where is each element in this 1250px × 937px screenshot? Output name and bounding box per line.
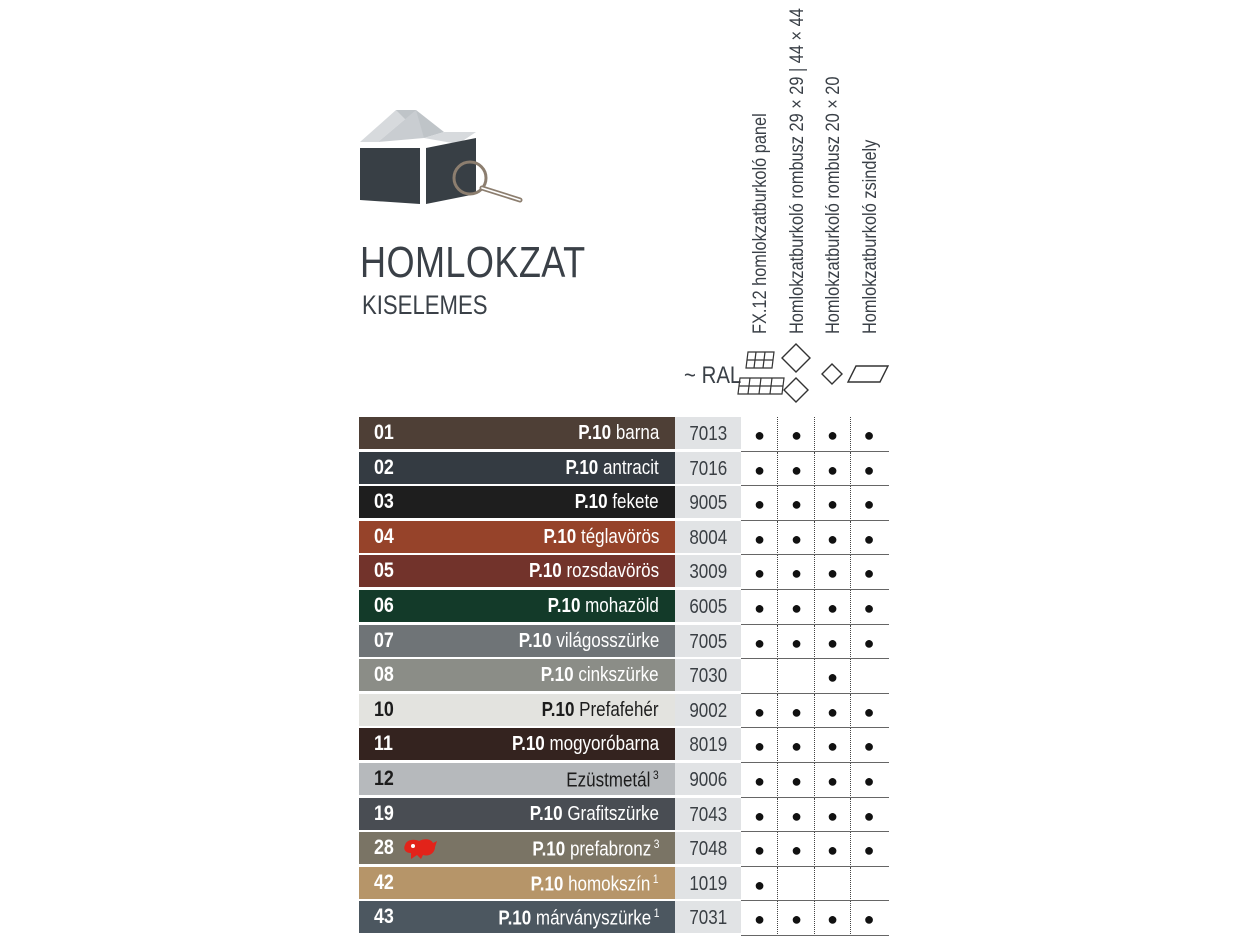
color-name xyxy=(498,906,659,931)
availability-cell xyxy=(851,555,887,590)
availability-dot: ● xyxy=(827,667,838,688)
color-code: 03 xyxy=(374,490,394,514)
table-row xyxy=(359,867,889,902)
color-name xyxy=(512,733,659,756)
color-swatch-cell xyxy=(359,452,675,484)
availability-dot: ● xyxy=(791,840,802,861)
availability-dot: ● xyxy=(754,425,765,445)
availability-dot: ● xyxy=(827,459,838,480)
availability-cell xyxy=(779,798,815,833)
color-name xyxy=(530,803,659,826)
product-line-prefix: P.10 xyxy=(543,525,576,548)
availability-dot: ● xyxy=(791,805,802,826)
table-row xyxy=(359,555,889,590)
ral-code-cell xyxy=(675,659,741,691)
availability-dot: ● xyxy=(754,874,765,895)
product-line-prefix: P.10 xyxy=(518,629,552,652)
availability-dot: ● xyxy=(863,840,875,861)
availability-dot: ● xyxy=(863,494,875,515)
table-row xyxy=(359,763,889,798)
availability-dot: ● xyxy=(754,563,765,584)
availability-dot: ● xyxy=(827,597,838,618)
availability-cell xyxy=(851,486,887,521)
color-swatch-cell xyxy=(359,659,675,691)
color-name-text: antracit xyxy=(603,456,659,479)
availability-cell xyxy=(742,728,778,763)
availability-dot: ● xyxy=(863,563,875,584)
color-name xyxy=(578,422,659,445)
ral-code: 9002 xyxy=(689,699,727,722)
color-name-text: cinkszürke xyxy=(578,664,659,687)
page-subtitle: KISELEMES xyxy=(362,290,488,320)
availability-dot: ● xyxy=(827,840,838,861)
color-code: 02 xyxy=(374,455,394,479)
color-code: 05 xyxy=(374,559,394,583)
availability-cell xyxy=(742,625,778,660)
color-code: 04 xyxy=(374,524,394,548)
color-swatch-cell xyxy=(359,590,675,622)
ral-code: 7031 xyxy=(689,907,727,930)
color-code: 10 xyxy=(374,697,394,721)
ral-code-cell xyxy=(675,625,741,657)
table-row xyxy=(359,694,889,729)
availability-dot: ● xyxy=(791,770,802,791)
availability-dot: ● xyxy=(827,494,838,515)
ral-code-cell xyxy=(675,590,741,622)
color-swatch-cell xyxy=(359,832,675,864)
ral-code: 8004 xyxy=(689,526,727,549)
availability-cell xyxy=(742,521,778,556)
ral-code-cell xyxy=(675,486,741,518)
availability-cell xyxy=(742,901,778,936)
color-name-text: téglavörös xyxy=(580,525,659,548)
table-row xyxy=(359,486,889,521)
availability-cell xyxy=(779,521,815,556)
ral-code: 7030 xyxy=(689,665,727,688)
availability-cell xyxy=(851,832,887,867)
availability-dot: ● xyxy=(863,770,875,791)
availability-cell xyxy=(742,555,778,590)
ral-code-cell xyxy=(675,417,741,449)
ral-code: 3009 xyxy=(689,561,727,584)
column-header-rombusz-20: Homlokzatburkoló rombusz 20 × 20 xyxy=(823,76,844,334)
product-line-prefix: P.10 xyxy=(577,422,611,444)
product-line-prefix: P.10 xyxy=(547,594,581,617)
panel-icon xyxy=(738,352,784,394)
product-line-prefix: P.10 xyxy=(542,698,575,721)
color-name xyxy=(543,526,659,549)
availability-cell xyxy=(815,901,851,936)
table-row xyxy=(359,901,889,936)
color-name-text: márványszürke xyxy=(535,907,651,930)
color-name xyxy=(575,491,659,514)
availability-dot: ● xyxy=(791,632,802,653)
availability-cell xyxy=(742,832,778,867)
table-row xyxy=(359,417,889,452)
footnote-marker: 1 xyxy=(653,906,659,921)
rombusz-small-icon xyxy=(822,364,842,384)
color-code: 28 xyxy=(374,836,394,860)
table-row xyxy=(359,625,889,660)
table-row xyxy=(359,590,889,625)
availability-cell xyxy=(742,452,778,487)
color-code: 08 xyxy=(374,663,394,687)
color-name xyxy=(532,837,659,862)
color-swatch-cell xyxy=(359,763,675,795)
ral-code: 7005 xyxy=(689,630,727,653)
availability-dot: ● xyxy=(827,563,838,584)
column-header-zsindely: Homlokzatburkoló zsindely xyxy=(860,139,881,334)
color-name xyxy=(518,630,659,653)
ral-code: 7013 xyxy=(689,423,727,445)
availability-dot: ● xyxy=(754,909,765,930)
ral-column-label: ~ RAL xyxy=(684,362,742,389)
availability-dot: ● xyxy=(754,736,765,757)
availability-dot: ● xyxy=(863,632,875,653)
availability-dot: ● xyxy=(827,425,838,445)
color-name xyxy=(548,595,659,618)
availability-dot: ● xyxy=(863,425,875,445)
page-title: HOMLOKZAT xyxy=(360,238,586,287)
availability-dot: ● xyxy=(754,840,765,861)
house-magnifier-icon xyxy=(358,104,528,208)
color-name xyxy=(542,699,659,722)
availability-cell xyxy=(779,555,815,590)
availability-cell xyxy=(815,798,851,833)
availability-cell xyxy=(779,659,815,694)
availability-cell xyxy=(815,521,851,556)
availability-cell xyxy=(815,832,851,867)
availability-cell xyxy=(779,417,815,452)
availability-dot: ● xyxy=(754,632,765,653)
availability-dot: ● xyxy=(827,805,838,826)
availability-cell xyxy=(851,659,887,694)
zsindely-icon xyxy=(848,366,888,382)
bull-icon xyxy=(401,835,439,861)
color-code: 07 xyxy=(374,628,394,652)
availability-cell xyxy=(815,555,851,590)
availability-cell xyxy=(851,694,887,729)
availability-cell xyxy=(742,694,778,729)
availability-dot: ● xyxy=(791,459,802,480)
table-row xyxy=(359,452,889,487)
availability-dot: ● xyxy=(827,770,838,791)
availability-cell xyxy=(779,590,815,625)
product-line-prefix: P.10 xyxy=(531,838,565,861)
row-divider xyxy=(741,935,889,936)
color-code: 42 xyxy=(374,870,394,894)
availability-cell xyxy=(851,625,887,660)
availability-cell xyxy=(851,521,887,556)
availability-dot: ● xyxy=(754,597,765,618)
availability-dot: ● xyxy=(754,494,765,515)
color-name xyxy=(567,768,659,793)
availability-dot: ● xyxy=(791,909,802,930)
availability-cell xyxy=(815,417,851,452)
availability-cell xyxy=(779,832,815,867)
availability-dot: ● xyxy=(863,701,875,722)
color-name-text: prefabronz xyxy=(569,838,651,861)
color-name-text: Ezüstmetál xyxy=(566,769,651,792)
footnote-marker: 3 xyxy=(653,837,659,852)
ral-code: 7043 xyxy=(689,803,727,826)
ral-code-cell xyxy=(675,901,741,933)
availability-cell xyxy=(779,625,815,660)
product-line-prefix: P.10 xyxy=(575,491,608,514)
availability-dot: ● xyxy=(754,459,765,480)
product-shape-icons xyxy=(734,340,894,410)
availability-cell xyxy=(742,763,778,798)
table-row xyxy=(359,798,889,833)
ral-code: 6005 xyxy=(689,595,727,618)
color-name xyxy=(566,457,659,480)
column-header-rombusz-29-44: Homlokzatburkoló rombusz 29 × 29 | 44 × 44 xyxy=(787,8,808,334)
availability-cell xyxy=(815,486,851,521)
footnote-marker: 1 xyxy=(653,871,659,886)
availability-dot: ● xyxy=(827,909,838,930)
availability-cell xyxy=(815,867,851,902)
rombusz-large-icon xyxy=(782,344,810,402)
availability-cell xyxy=(851,867,887,902)
availability-cell xyxy=(742,590,778,625)
availability-cell xyxy=(815,659,851,694)
availability-cell xyxy=(851,728,887,763)
color-code: 11 xyxy=(374,732,393,756)
color-name-text: barna xyxy=(615,422,659,444)
product-line-prefix: P.10 xyxy=(511,733,545,756)
table-row xyxy=(359,659,889,694)
availability-dot: ● xyxy=(827,736,838,757)
ral-code-cell xyxy=(675,555,741,587)
availability-cell xyxy=(742,867,778,902)
availability-cell xyxy=(851,763,887,798)
color-code: 01 xyxy=(374,421,394,444)
availability-dot: ● xyxy=(791,425,802,445)
color-code: 12 xyxy=(374,766,394,790)
color-name xyxy=(541,664,659,687)
table-row xyxy=(359,832,889,867)
availability-cell xyxy=(851,452,887,487)
availability-cell xyxy=(851,417,887,452)
color-name-text: rozsdavörös xyxy=(566,560,659,583)
color-swatch-cell xyxy=(359,555,675,587)
footnote-marker: 3 xyxy=(653,767,659,782)
availability-dot: ● xyxy=(791,563,802,584)
availability-cell xyxy=(815,625,851,660)
color-table xyxy=(359,417,889,936)
availability-cell xyxy=(779,867,815,902)
availability-cell xyxy=(742,659,778,694)
ral-code: 9006 xyxy=(689,768,727,791)
availability-cell xyxy=(779,452,815,487)
availability-dot: ● xyxy=(863,909,875,930)
table-row xyxy=(359,521,889,556)
color-swatch-cell xyxy=(359,728,675,760)
availability-dot: ● xyxy=(791,494,802,515)
color-swatch-cell xyxy=(359,625,675,657)
color-name xyxy=(531,872,659,897)
availability-dot: ● xyxy=(863,597,875,618)
ral-code-cell xyxy=(675,521,741,553)
availability-cell xyxy=(815,694,851,729)
ral-code: 8019 xyxy=(689,734,727,757)
availability-dot: ● xyxy=(754,805,765,826)
color-swatch-cell xyxy=(359,867,675,899)
color-swatch-cell xyxy=(359,901,675,933)
color-code: 43 xyxy=(374,905,394,929)
availability-cell xyxy=(742,798,778,833)
product-line-prefix: P.10 xyxy=(565,456,599,479)
availability-dot: ● xyxy=(827,528,838,549)
availability-dot: ● xyxy=(827,701,838,722)
table-row xyxy=(359,728,889,763)
color-swatch-cell xyxy=(359,798,675,830)
product-line-prefix: P.10 xyxy=(528,560,562,583)
ral-code-cell xyxy=(675,867,741,899)
color-name-text: fekete xyxy=(612,491,659,514)
ral-code: 7048 xyxy=(689,838,727,861)
ral-code-cell xyxy=(675,728,741,760)
availability-dot: ● xyxy=(791,701,802,722)
color-name-text: világosszürke xyxy=(556,629,659,652)
product-line-prefix: P.10 xyxy=(529,802,563,825)
availability-cell xyxy=(815,590,851,625)
ral-code: 9005 xyxy=(689,492,727,515)
availability-cell xyxy=(851,798,887,833)
ral-code: 7016 xyxy=(689,457,727,480)
ral-code-cell xyxy=(675,694,741,726)
color-code: 06 xyxy=(374,593,394,617)
color-name-text: homokszín xyxy=(568,873,651,896)
product-line-prefix: P.10 xyxy=(541,664,574,687)
color-swatch-cell xyxy=(359,694,675,726)
availability-cell xyxy=(779,728,815,763)
color-swatch-cell xyxy=(359,486,675,518)
availability-cell xyxy=(779,486,815,521)
product-line-prefix: P.10 xyxy=(531,873,564,896)
column-header-fx12: FX.12 homlokzatburkoló panel xyxy=(750,113,771,334)
product-line-prefix: P.10 xyxy=(497,907,531,930)
availability-cell xyxy=(851,901,887,936)
availability-cell xyxy=(742,486,778,521)
color-name-text: mohazöld xyxy=(585,594,659,617)
availability-dot: ● xyxy=(791,528,802,549)
availability-cell xyxy=(742,417,778,452)
ral-code: 1019 xyxy=(689,872,727,895)
color-code: 19 xyxy=(374,801,394,825)
availability-dot: ● xyxy=(754,528,765,549)
availability-dot: ● xyxy=(827,632,838,653)
availability-cell xyxy=(779,694,815,729)
ral-code-cell xyxy=(675,798,741,830)
availability-dot: ● xyxy=(791,597,802,618)
availability-cell xyxy=(779,763,815,798)
availability-cell xyxy=(815,763,851,798)
availability-cell xyxy=(815,452,851,487)
availability-dot: ● xyxy=(863,528,875,549)
availability-dot: ● xyxy=(863,736,875,757)
availability-dot: ● xyxy=(754,701,765,722)
availability-dot: ● xyxy=(791,736,802,757)
availability-dot: ● xyxy=(863,459,875,480)
color-name-text: mogyoróbarna xyxy=(549,733,659,756)
color-name-text: Prefafehér xyxy=(579,698,659,721)
color-swatch-cell xyxy=(359,417,675,449)
ral-code-cell xyxy=(675,452,741,484)
color-name-text: Grafitszürke xyxy=(567,802,659,825)
ral-code-cell xyxy=(675,763,741,795)
availability-dot: ● xyxy=(863,805,875,826)
color-name xyxy=(529,560,659,583)
availability-cell xyxy=(815,728,851,763)
ral-code-cell xyxy=(675,832,741,864)
availability-cell xyxy=(851,590,887,625)
availability-dot: ● xyxy=(754,770,765,791)
availability-cell xyxy=(779,901,815,936)
color-swatch-cell xyxy=(359,521,675,553)
